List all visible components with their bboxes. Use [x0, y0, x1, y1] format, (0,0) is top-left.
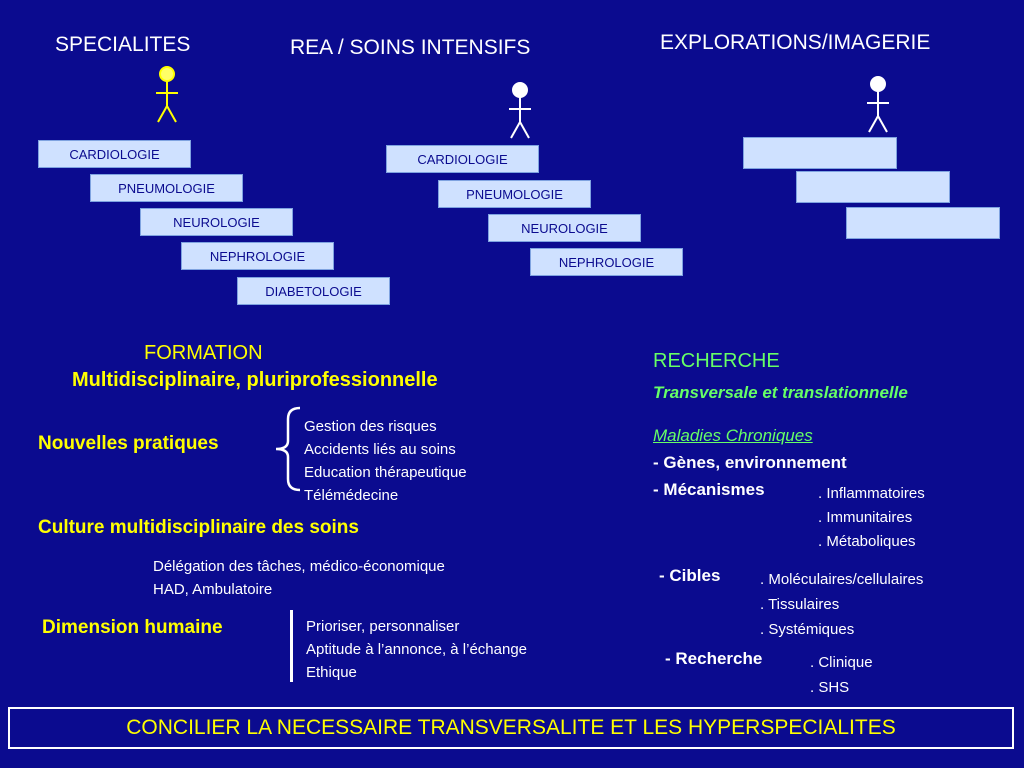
cibles-label: Cibles [669, 566, 721, 585]
list-item: Délégation des tâches, médico-économique [153, 558, 445, 575]
dimension-label: Dimension humaine [42, 617, 223, 638]
person-icon-rea [505, 80, 535, 142]
rea-box-nephrologie: NEPHROLOGIE [530, 248, 683, 276]
list-item: . Métaboliques [818, 533, 916, 550]
rea-box-pneumologie: PNEUMOLOGIE [438, 180, 591, 208]
person-icon-specialites [152, 64, 182, 126]
list-item: Aptitude à l’annonce, à l’échange [306, 641, 528, 658]
list-item: Télémédecine [304, 487, 399, 504]
explorations-box-2 [796, 171, 950, 203]
explorations-title: EXPLORATIONS/IMAGERIE [660, 31, 931, 54]
rea-box-cardiologie: CARDIOLOGIE [386, 145, 539, 173]
list-item: . SHS [810, 679, 850, 696]
person-icon-explorations [863, 74, 893, 136]
genes-line [653, 453, 847, 473]
curly-brace-icon [272, 405, 304, 493]
list-item: Education thérapeutique [304, 464, 467, 481]
list-item: . Inflammatoires [818, 485, 925, 502]
dash: - [665, 649, 671, 668]
cibles-line [659, 566, 720, 586]
culture-list [153, 555, 445, 601]
list-item: Gestion des risques [304, 418, 437, 435]
rea-title: REA / SOINS INTENSIFS [290, 36, 531, 59]
recherche-types-line [665, 649, 762, 669]
nouvelles-pratiques-list [304, 415, 467, 507]
specialites-box-pneumologie: PNEUMOLOGIE [90, 174, 243, 202]
list-item: . Moléculaires/cellulaires [760, 571, 924, 588]
specialites-box-nephrologie: NEPHROLOGIE [181, 242, 334, 270]
nouvelles-pratiques-label: Nouvelles pratiques [38, 433, 219, 454]
dash: - [653, 480, 659, 499]
recherche-title: RECHERCHE [653, 350, 780, 372]
dash: - [653, 453, 659, 472]
formation-title: FORMATION [144, 342, 263, 364]
list-item: Prioriser, personnaliser [306, 618, 460, 635]
list-item: HAD, Ambulatoire [153, 581, 273, 598]
genes-label: Gènes, environnement [663, 453, 847, 472]
explorations-box-3 [846, 207, 1000, 239]
list-item: . Immunitaires [818, 509, 913, 526]
maladies-chroniques-heading: Maladies Chroniques [653, 426, 813, 445]
list-item: Ethique [306, 664, 357, 681]
list-item: Accidents liés au soins [304, 441, 456, 458]
explorations-box-1 [743, 137, 897, 169]
rea-box-neurologie: NEUROLOGIE [488, 214, 641, 242]
culture-label: Culture multidisciplinaire des soins [38, 517, 359, 538]
list-item: . Tissulaires [760, 596, 840, 613]
recherche-types-list [810, 650, 873, 700]
mecanismes-list [818, 482, 925, 554]
specialites-box-cardiologie: CARDIOLOGIE [38, 140, 191, 168]
mecanismes-label: Mécanismes [663, 480, 765, 499]
list-item: . Systémiques [760, 621, 855, 638]
specialites-title: SPECIALITES [55, 33, 191, 56]
list-item: . Clinique [810, 654, 873, 671]
vertical-bar-divider [290, 610, 293, 682]
recherche-subtitle: Transversale et translationnelle [653, 383, 908, 402]
cibles-list [760, 567, 923, 642]
dimension-list [306, 615, 527, 684]
formation-subtitle: Multidisciplinaire, pluriprofessionnelle [72, 369, 438, 391]
recherche-types-label: Recherche [675, 649, 763, 668]
conclusion-banner: CONCILIER LA NECESSAIRE TRANSVERSALITE ET LES HYPERSPECIALITES [8, 707, 1014, 749]
specialites-box-neurologie: NEUROLOGIE [140, 208, 293, 236]
specialites-box-diabetologie: DIABETOLOGIE [237, 277, 390, 305]
dash: - [659, 566, 665, 585]
mecanismes-line [653, 480, 765, 500]
